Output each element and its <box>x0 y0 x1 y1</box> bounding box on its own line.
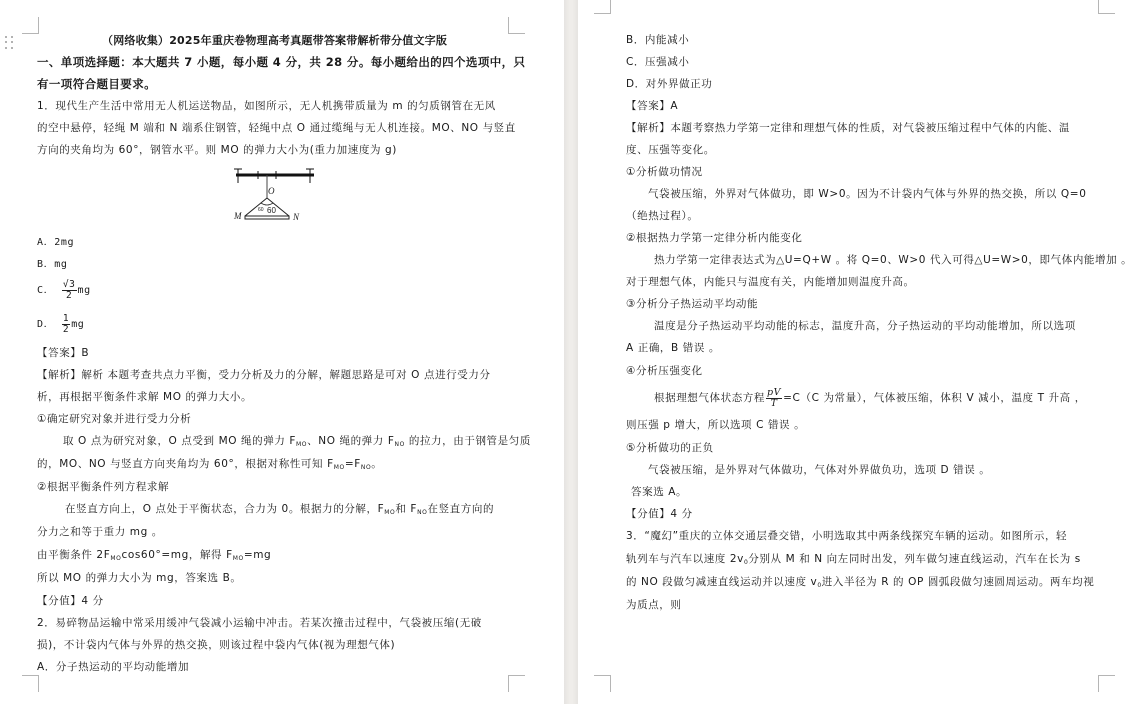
q3-stem-line: 为质点，则 <box>626 599 682 611</box>
q1-analysis <box>37 368 491 382</box>
q2-step1-text: 气袋被压缩，外界对气体做功，即 W>0。因为不计袋内气体与外界的热交换，所以 Q=0 <box>648 188 1087 200</box>
q1-stem-line: 方向的夹角均为 60°，钢管水平。则 MO 的弹力大小为(重力加速度为 g) <box>37 144 397 156</box>
option-text: 2mg <box>54 237 75 248</box>
q2-step3-text-cont: A 正确，B 错误 。 <box>626 342 720 354</box>
q2-analysis-cont: 度、压强等变化。 <box>626 144 715 156</box>
analysis-tag: 【解析】 <box>37 369 82 381</box>
q2-step2-text: 热力学第一定律表达式为△U=Q+W 。将 Q=0、W>0 代入可得△U=W>0，即气体内能增加 。 <box>654 254 1133 266</box>
document-page-right <box>578 0 1140 704</box>
q3-stem-line: 的 NO 段做匀减速直线运动并以速度 $v_0$进入半径为 R 的 OP 圆弧段做匀速圆周运动。两车均视 <box>626 576 1095 589</box>
q2-step2-text-cont: 对于理想气体，内能只与温度有关，内能增加则温度升高。 <box>626 276 915 288</box>
crop-mark-top-right <box>508 17 525 34</box>
svg-text:60: 60 <box>258 207 264 213</box>
q1-option-b <box>37 258 67 272</box>
q2-step5-title: ⑤分析做功的正负 <box>626 442 714 454</box>
option-label: D． <box>37 319 55 330</box>
q1-step2-text: 在竖直方向上，O 点处于平衡状态，合力为 0。根据力的分解，$F_{MO}$和 $F_{NO}$在竖直方向的 <box>65 503 495 516</box>
svg-text:O: O <box>268 186 275 196</box>
crop-mark-top-left <box>22 17 39 34</box>
section-heading: 一、单项选择题：本大题共 7 小题，每小题 4 分，共 28 分。每小题给出的四个选项中，只 <box>37 55 526 69</box>
q1-option-a <box>37 236 74 250</box>
q2-option-b: B．内能减小 <box>626 34 690 46</box>
q2-step5-text: 气袋被压缩，是外界对气体做功，气体对外界做负功，选项 D 错误 。 <box>648 464 991 476</box>
q3-stem-line: 轨列车与汽车以速度 $2v_0$分别从 M 和 N 向左同时出发，列车做匀速直线运动，汽车在长为 s <box>626 553 1081 566</box>
document-page-left <box>0 0 564 704</box>
q2-step3-text: 温度是分子热运动平均动能的标志，温度升高，分子热运动的平均动能增加，所以选项 <box>654 320 1076 332</box>
q2-conclusion: 答案选 A。 <box>631 486 688 498</box>
q1-analysis-cont: 析，再根据平衡条件求解 MO 的弹力大小。 <box>37 391 253 403</box>
score-tag: 【分值】 <box>626 508 671 520</box>
analysis-text: 解析 本题考查共点力平衡，受力分析及力的分解，解题思路是可对 O 点进行受力分 <box>81 369 491 381</box>
q1-conclusion: 所以 MO 的弹力大小为 mg，答案选 B。 <box>37 572 242 584</box>
option-text: mg <box>77 285 91 296</box>
option-label: C． <box>37 285 55 296</box>
score-value: 4 分 <box>670 508 693 520</box>
q1-option-d <box>37 313 84 337</box>
q1-score <box>37 594 104 608</box>
q1-answer <box>37 346 89 360</box>
option-label: A． <box>37 237 55 248</box>
option-text: mg <box>54 259 68 270</box>
page-gap <box>564 0 578 704</box>
q2-stem-line: 损)，不计袋内气体与外界的热交换，则该过程中袋内气体(视为理想气体) <box>37 639 396 651</box>
svg-text:60: 60 <box>267 206 276 215</box>
q2-analysis: 【解析】本题考察热力学第一定律和理想气体的性质，对气袋被压缩过程中气体的内能、温 <box>626 122 1070 134</box>
q2-option-d: D．对外界做正功 <box>626 78 713 90</box>
answer-tag: 【答案】 <box>626 100 671 112</box>
score-tag: 【分值】 <box>37 595 82 607</box>
option-label: B． <box>37 259 55 270</box>
q2-step4-title: ④分析压强变化 <box>626 365 703 377</box>
crop-mark-bottom-right <box>1098 675 1115 692</box>
crop-mark-bottom-left <box>594 675 611 692</box>
q2-step3-title: ③分析分子热运动平均动能 <box>626 298 759 310</box>
answer-value: A <box>670 100 679 112</box>
fraction: $\frac{√3}{2}$ <box>62 278 76 301</box>
q2-step4-text-cont: 则压强 p 增大，所以选项 C 错误 。 <box>626 419 806 431</box>
crop-mark-bottom-right <box>508 675 525 692</box>
crop-mark-bottom-left <box>22 675 39 692</box>
document-title: （网络收集）2025年重庆卷物理高考真题带答案带解析带分值文字版 <box>102 34 448 47</box>
q2-option-a: A．分子热运动的平均动能增加 <box>37 661 190 673</box>
q1-equation: 由平衡条件 $2F_{MO}\cos 60^\circ=mg$，解得 $F_{MO}=mg$ <box>37 549 272 562</box>
q2-step1-title: ①分析做功情况 <box>626 166 703 178</box>
q1-step1-text-cont: 的，MO、NO 与竖直方向夹角均为 60°，根据对称性可知 $F_{MO}=F_{NO}$。 <box>37 458 383 471</box>
answer-value: B <box>81 347 90 359</box>
q2-step4-text: 根据理想气体状态方程 $\frac{pV}{T}$ =C（C 为常量），气体被压缩，体积 V 减小，温度 T 升高 ， <box>654 386 1086 409</box>
q1-stem-line: 的空中悬停，轻绳 M 端和 N 端系住钢管，轻绳中点 O 通过缆绳与无人机连接。MO、NO 与竖直 <box>37 122 516 134</box>
option-text: mg <box>71 319 85 330</box>
q1-step1-text: 取 O 点为研究对象，O 点受到 MO 绳的弹力 $F_{MO}$、NO 绳的弹力 $F_{NO}$ 的拉力，由于钢管是匀质 <box>63 435 531 448</box>
section-heading-cont: 有一项符合题目要求。 <box>37 77 156 91</box>
q1-step1-title: ①确定研究对象并进行受力分析 <box>37 413 192 425</box>
fraction: $\frac{1}{2}$ <box>62 312 70 335</box>
q2-answer <box>626 99 678 113</box>
q1-stem-line: 1．现代生产生活中常用无人机运送物品，如图所示，无人机携带质量为 m 的匀质钢管在无风 <box>37 100 496 112</box>
block-drag-handle-icon[interactable] <box>5 36 15 50</box>
svg-text:N: N <box>293 212 300 222</box>
drone-steel-pipe-diagram <box>232 168 322 228</box>
q1-step2-text-cont: 分力之和等于重力 mg 。 <box>37 526 163 538</box>
q3-stem-line: 3．“魔幻”重庆的立体交通层叠交错，小明选取其中两条线探究车辆的运动。如图所示，轻 <box>626 530 1068 542</box>
q2-step2-title: ②根据热力学第一定律分析内能变化 <box>626 232 803 244</box>
crop-mark-top-right <box>1098 0 1115 14</box>
score-value: 4 分 <box>81 595 104 607</box>
q1-step2-title: ②根据平衡条件列方程求解 <box>37 481 170 493</box>
svg-text:M: M <box>234 211 242 221</box>
crop-mark-top-left <box>594 0 611 14</box>
q1-option-c <box>37 279 91 303</box>
q2-step1-text-cont: （绝热过程）。 <box>626 210 699 222</box>
answer-tag: 【答案】 <box>37 347 82 359</box>
q2-option-c: C．压强减小 <box>626 56 690 68</box>
ideal-gas-fraction: $\frac{pV}{T}$ <box>767 386 782 409</box>
q2-stem-line: 2．易碎物品运输中常采用缓冲气袋减小运输中冲击。若某次撞击过程中，气袋被压缩(无破 <box>37 617 482 629</box>
q2-score <box>626 507 693 521</box>
